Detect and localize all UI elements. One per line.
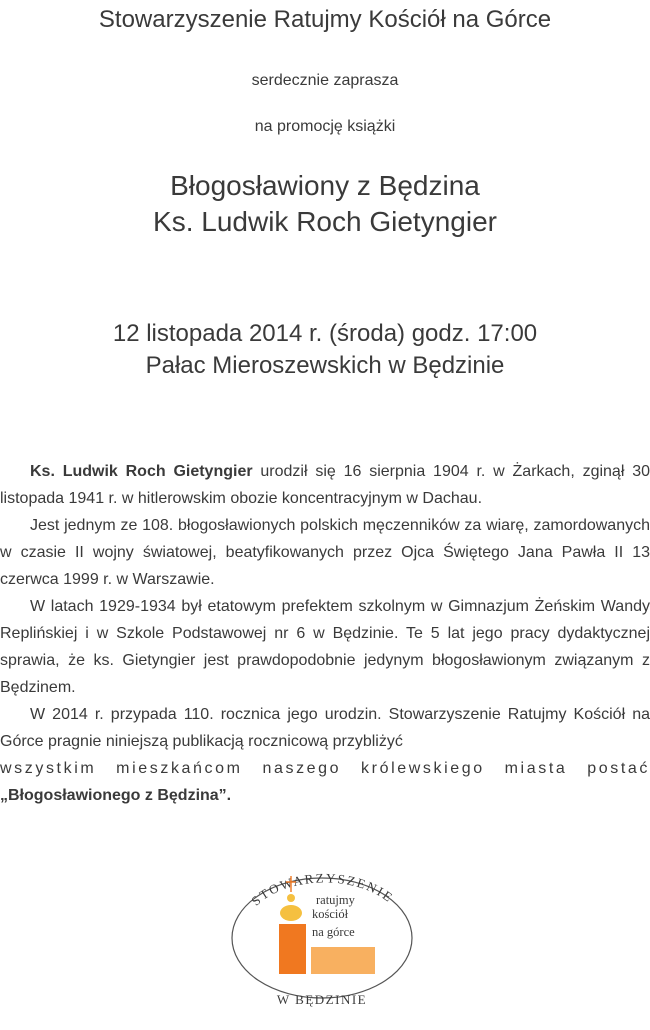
event-info [0,318,650,382]
priest-name: Ks. Ludwik Roch Gietyngier [30,463,253,480]
book-title-line-1: Błogosławiony z Będzina [170,170,480,201]
paragraph-2: Jest jednym ze 108. błogosławionych polskich męczenników za wiarę, zamordowanych w czasie II wojny światowej, beatyfikowanych przez Ojca Świętego Jana Pawła II 13 czerwca 1999 r. w Warszawie. [0,517,650,588]
logo-line-3: na górce [312,925,355,939]
logo-line-1: ratujmy [316,893,355,907]
event-place: Pałac Mieroszewskich w Będzinie [145,352,505,379]
organization-heading: Stowarzyszenie Ratujmy Kościół na Górce [98,6,552,33]
tower-icon [279,924,306,974]
book-title [0,168,650,240]
event-datetime: 12 listopada 2014 r. (środa) godz. 17:00 [112,320,538,347]
dome-icon [280,905,302,921]
logo-arc-top: STOWARZYSZENIE [248,870,397,909]
flame-icon [287,894,295,902]
paragraph-1-text: urodził się 16 sierpnia 1904 r. w Żarkach, zginął 30 listopada 1941 r. w hitlerowskim obozie koncentracyjnym w Dachau. [0,463,650,507]
paragraph-4-text-a: W 2014 r. przypada 110. rocznica jego urodzin. Stowarzyszenie Ratujmy Kościół na Górce pragnie niniejszą publikacją rocznicową przybliżyć [0,706,650,750]
church-body-icon [311,947,375,974]
paragraph-1 [0,458,650,512]
invite-line: serdecznie zaprasza [251,72,399,89]
closing-bold: „Błogosławionego z Będzina”. [0,787,232,804]
paragraph-4-line-b: wszystkim mieszkańcom naszego królewskiego miasta postać [0,760,650,777]
body-text [0,458,650,809]
promo-line: na promocję książki [254,118,396,135]
paragraph-3: W latach 1929-1934 był etatowym prefektem szkolnym w Gimnazjum Żeńskim Wandy Replińskiej i w Szkole Podstawowej nr 6 w Będzinie. Te 5 lat jego pracy dydaktycznej sprawia, że ks. Gietyngier jest prawdopodobnie jedynym błogosławionym związanym z Będzinem. [0,598,650,696]
paragraph-4 [0,701,650,755]
book-title-line-2: Ks. Ludwik Roch Gietyngier [153,206,497,237]
logo-line-2: kościół [312,907,349,921]
association-logo [222,858,422,1018]
logo-arc-bottom: W BĘDZINIE [276,992,368,1007]
